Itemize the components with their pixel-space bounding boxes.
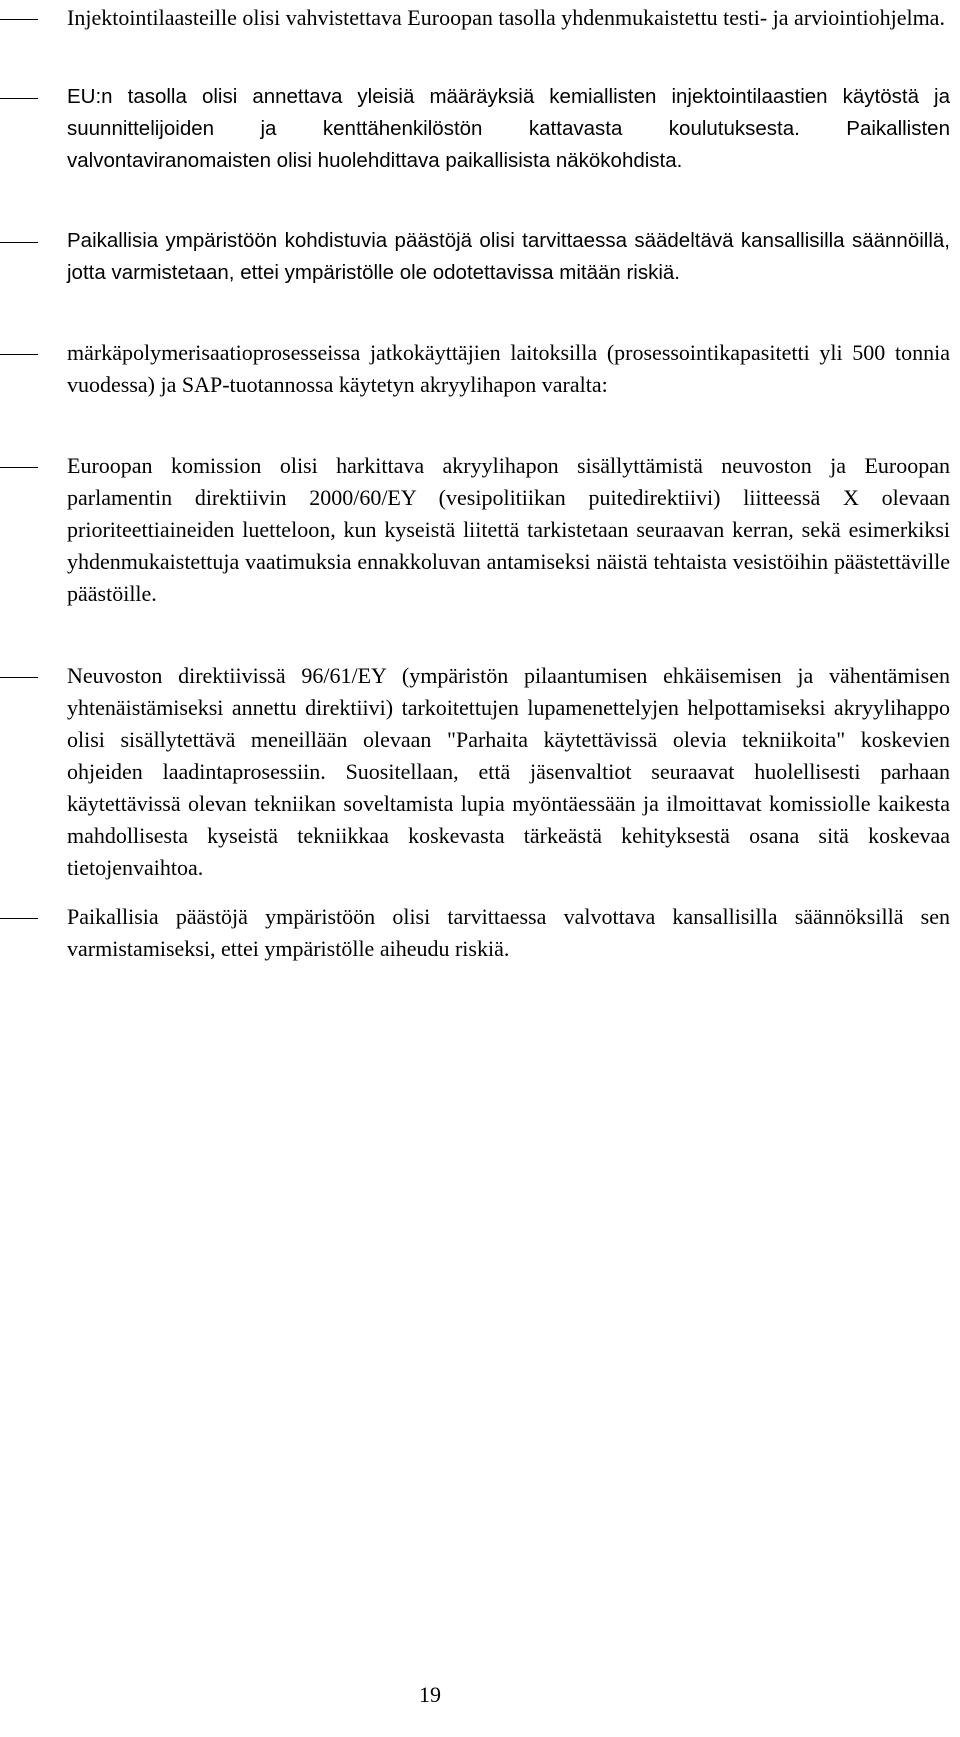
dash-bullet [0, 354, 38, 355]
dash-bullet [0, 98, 38, 99]
paragraph-text: Euroopan komission olisi harkittava akryylihapon sisällyttämistä neuvoston ja Euroopan parlamentin direktiivin 2000/60/EY (vesipolitiikan puitedirektiivi) liitteessä X olevaan prioriteettiaineiden luetteloon, kun kyseistä liitettä tarkistetaan seuraavan kerran, sekä esimerkiksi yhdenmukaistettuja vaatimuksia ennakkoluvan antamiseksi näistä tehtaista vesistöihin päästettäville päästöille. [67, 453, 950, 606]
dash-bullet [0, 677, 38, 678]
paragraph-text: märkäpolymerisaatioprosesseissa jatkokäyttäjien laitoksilla (prosessointikapasitetti yli 500 tonnia vuodessa) ja SAP-tuotannossa käytetyn akryylihapon varalta: [67, 340, 950, 397]
page-number: 19 [419, 1682, 441, 1707]
paragraph-text: EU:n tasolla olisi annettava yleisiä määräyksiä kemiallisten injektointilaastien käytöstä ja suunnittelijoiden ja kenttähenkilöstön kattavasta koulutuksesta. Paikallisten valvontaviranomaisten olisi huolehdittava paikallisista näkökohdista. [67, 85, 950, 172]
dash-bullet [0, 467, 38, 468]
paragraph-text: Neuvoston direktiivissä 96/61/EY (ympäristön pilaantumisen ehkäisemisen ja vähentämisen yhtenäistämiseksi annettu direktiivi) tarkoitettujen lupamenettelyjen helpottamiseksi akryylihappo olisi sisällytettävä meneillään olevaan "Parhaita käytettävissä olevia tekniikoita" koskevien ohjeiden laadintaprosessiin. Suositellaan, että jäsenvaltiot seuraavat huolellisesti parhaan käytettävissä olevan tekniikan soveltamista lupia myöntäessään ja ilmoittavat komissiolle kaikesta mahdollisesta kyseistä tekniikkaa koskevasta tärkeästä kehityksestä osana sitä koskevaa tietojenvaihtoa. [67, 663, 950, 880]
paragraph-text: Paikallisia päästöjä ympäristöön olisi tarvittaessa valvottava kansallisilla säännöksillä sen varmistamiseksi, ettei ympäristölle aiheudu riskiä. [67, 904, 950, 961]
dash-bullet [0, 19, 38, 20]
dash-bullet [0, 918, 38, 919]
paragraph-text: Paikallisia ympäristöön kohdistuvia päästöjä olisi tarvittaessa säädeltävä kansallisilla säännöillä, jotta varmistetaan, ettei ympäristölle ole odotettavissa mitään riskiä. [67, 229, 950, 284]
dash-bullet [0, 242, 38, 243]
paragraph-text: Injektointilaasteille olisi vahvistettava Euroopan tasolla yhdenmukaistettu testi- ja arviointiohjelma. [67, 5, 945, 30]
